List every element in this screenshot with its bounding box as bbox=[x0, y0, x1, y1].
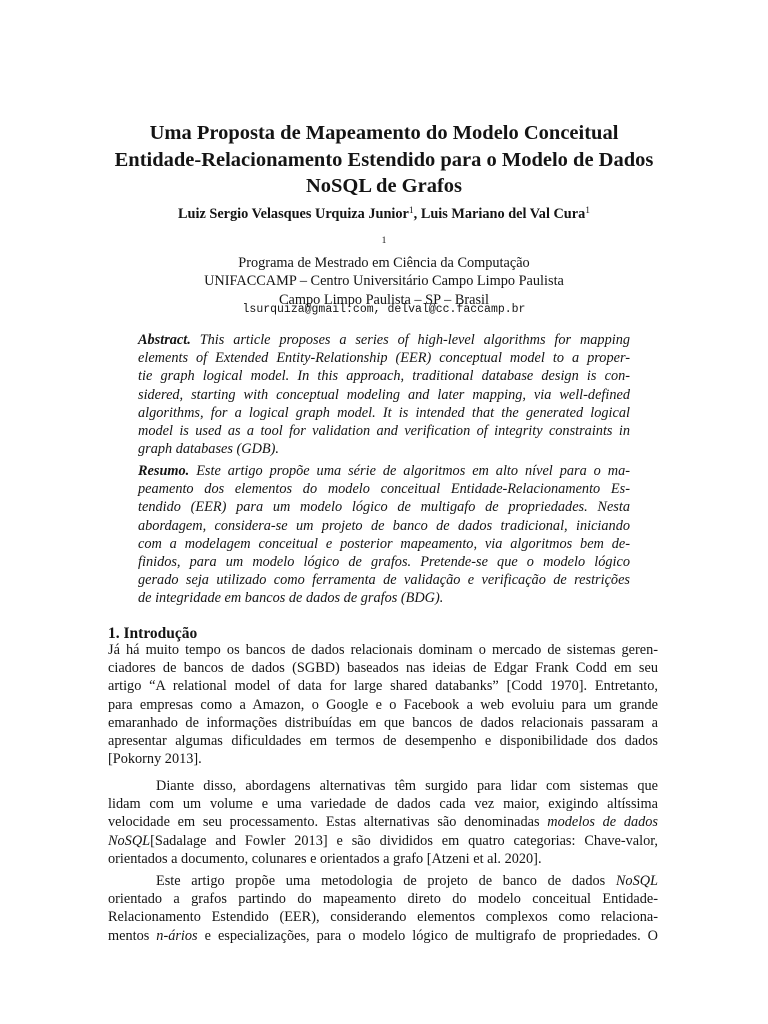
paragraph-line bbox=[108, 813, 658, 831]
affiliation-text: Programa de Mestrado em Ciência da Computação bbox=[238, 254, 530, 271]
affiliation-mark: 1 bbox=[381, 236, 387, 246]
resumo-line: abordagem, considera-se um projeto de banco de dados tradicional, iniciando bbox=[138, 517, 630, 534]
emphasis-text: NoSQL bbox=[108, 832, 151, 849]
affiliation-line: UNIFACCAMP – Centro Universitário Campo Limpo Paulista bbox=[204, 273, 564, 290]
paragraph-line: para empresas como a Amazon, o Google e o Facebook a web evoluiu para um grande bbox=[108, 696, 658, 713]
line-text: [Sadalage and Fowler 2013] e são divididos em quatro categorias: Chave-valor, bbox=[150, 832, 658, 849]
abstract-line: sidered, starting with conceptual modeling and later mapping, via well-defined bbox=[138, 386, 630, 403]
abstract-line: algorithms, for a logical graph model. It is intended that the generated logical bbox=[138, 404, 630, 421]
paragraph-line: artigo “A relational model of data for large shared databanks” [Codd 1970]. Entretanto, bbox=[108, 678, 658, 695]
resumo-line: com a modelagem conceitual e posterior mapeamento, via algoritmos bem de- bbox=[138, 535, 630, 552]
paragraph-line: orientados a documento, colunares e orientados a grafo [Atzeni et al. 2020]. bbox=[108, 850, 542, 867]
author-name: Luis Mariano del Val Cura bbox=[420, 206, 586, 222]
paragraph-line: Já há muito tempo os bancos de dados relacionais dominam o mercado de sistemas geren- bbox=[108, 642, 658, 658]
emphasis-text: modelos de dados bbox=[547, 814, 658, 831]
body-paragraph bbox=[108, 641, 658, 768]
line-text: mentos bbox=[108, 927, 157, 944]
emphasis-text: NoSQL bbox=[615, 873, 658, 889]
paragraph-line: apresentar algumas dificuldades em termos de desempenho e disponibilidade dos dados bbox=[108, 733, 658, 750]
affiliation-mark: 1 bbox=[585, 206, 591, 216]
author-separator: , bbox=[413, 206, 421, 222]
paragraph-line: Relacionamento Estendido (EER), considerando elementos complexos como relaciona- bbox=[108, 909, 658, 926]
line-text: e especializações, para o modelo lógico de multigrafo de propriedades. O bbox=[197, 927, 658, 944]
affiliation-block bbox=[90, 235, 678, 309]
paragraph-line: ciadores de bancos de dados (SGBD) baseados nas ideias de Edgar Frank Codd em seu bbox=[108, 660, 658, 677]
resumo-label: Resumo. bbox=[138, 463, 190, 479]
resumo-text: Este artigo propõe uma série de algoritmos em alto nível para o ma- bbox=[189, 463, 630, 479]
abstract-line: tie graph logical model. In this approach, traditional database design is con- bbox=[138, 368, 630, 385]
author-emails: lsurquiza@gmail.com, delval@cc.faccamp.br bbox=[242, 303, 526, 316]
abstract-text: This article proposes a series of high-level algorithms for mapping bbox=[190, 332, 630, 348]
abstract-block bbox=[138, 331, 630, 458]
resumo-line: peamento dos elementos do modelo conceitual Entidade-Relacionamento Es- bbox=[138, 481, 630, 498]
title-line: NoSQL de Grafos bbox=[305, 175, 463, 197]
section-heading: 1. Introdução bbox=[108, 625, 198, 642]
paragraph-line bbox=[108, 872, 658, 890]
paragraph-line: orientado a grafos partindo do mapeamento direto do modelo conceitual Entidade- bbox=[108, 891, 658, 908]
paper-title bbox=[90, 120, 678, 200]
resumo-line: finidos, para um modelo lógico de grafos. Pretende-se que o modelo lógico bbox=[138, 554, 630, 571]
abstract-line: model is used as a tool for validation and verification of integrity constraints in bbox=[138, 423, 630, 440]
body-paragraph bbox=[108, 777, 658, 868]
affiliation-line bbox=[90, 235, 678, 272]
paragraph-line: emaranhado de informações distribuídas em que bancos de dados relacionais passaram a bbox=[108, 714, 658, 731]
line-text: Este artigo propõe uma metodologia de projeto de banco de dados bbox=[156, 873, 616, 889]
author-name: Luiz Sergio Velasques Urquiza Junior bbox=[177, 206, 409, 222]
author-list bbox=[60, 206, 708, 223]
title-line: Entidade-Relacionamento Estendido para o Modelo de Dados bbox=[114, 148, 654, 171]
body-paragraph bbox=[108, 872, 658, 945]
paragraph-line: Diante disso, abordagens alternativas têm surgido para lidar com sistemas que bbox=[156, 778, 658, 794]
resumo-line bbox=[138, 462, 630, 480]
abstract-label: Abstract. bbox=[138, 332, 191, 348]
paragraph-line: [Pokorny 2013]. bbox=[108, 751, 202, 768]
resumo-line: de integridade em bancos de dados de grafos (BDG). bbox=[138, 590, 444, 607]
line-text: velocidade em seu processamento. Estas alternativas são denominadas bbox=[108, 814, 548, 831]
affiliation-line: Campo Limpo Paulista – SP – Brasil bbox=[279, 291, 489, 308]
resumo-block bbox=[138, 462, 630, 608]
title-line: Uma Proposta de Mapeamento do Modelo Conceitual bbox=[149, 122, 619, 144]
abstract-line: graph databases (GDB). bbox=[138, 441, 279, 458]
resumo-line: gerado seja utilizado como ferramenta de validação e verificação de restrições bbox=[138, 572, 630, 589]
paragraph-line bbox=[108, 832, 658, 850]
emphasis-text: n-ários bbox=[156, 927, 198, 944]
resumo-line: tendido (EER) para um modelo lógico de multigafo de propriedades. Nesta bbox=[138, 499, 630, 516]
abstract-line bbox=[138, 331, 630, 349]
paragraph-line bbox=[108, 927, 658, 945]
abstract-line: elements of Extended Entity-Relationship (EER) conceptual model to a proper- bbox=[138, 350, 630, 367]
affiliation-mark: 1 bbox=[408, 206, 414, 216]
paragraph-line: lidam com um volume e uma variedade de dados cada vez maior, exigindo altíssima bbox=[108, 796, 658, 813]
